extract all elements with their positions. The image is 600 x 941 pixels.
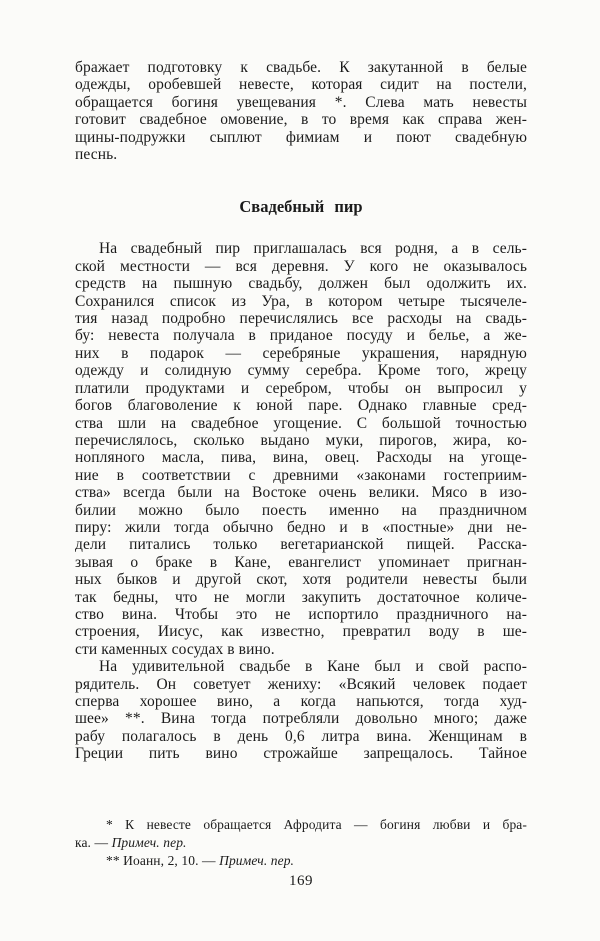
- text-line: ство вина. Чтобы это не испортило праздничного на-: [75, 605, 527, 623]
- text-line: так бедны, что не могли закупить достаточное количе-: [75, 588, 527, 606]
- footnote-2-text: ** Иоанн, 2, 10. —: [106, 853, 220, 869]
- footnote-1-line-1: * К невесте обращается Афродита — богиня любви и бра-: [106, 816, 527, 832]
- footnote-1-line-2: [75, 834, 527, 852]
- text-line: билии можно было поесть именно на праздничном: [75, 501, 527, 519]
- text-line: щины-подружки сыплют фимиам и поют свадебную: [75, 128, 527, 146]
- text-line: сти каменных сосудах в вино.: [75, 640, 275, 658]
- footnotes-block: [75, 816, 527, 871]
- text-line: дели питались только вегетарианской пищей. Расска-: [75, 536, 527, 554]
- text-line: шее» **. Вина тогда потребляли довольно много; даже: [75, 710, 527, 728]
- text-line: ства» всегда были на Востоке очень велики. Мясо в изо-: [75, 484, 527, 502]
- text-line: пиру: жили тогда обычно бедно и в «постные» дни не-: [75, 518, 527, 536]
- text-line: зывая о браке в Кане, евангелист упоминает пригнан-: [75, 553, 527, 571]
- footnote-1-translator-note: Примеч. пер.: [111, 834, 187, 850]
- text-line: богов благоволение к юной паре. Однако главные сред-: [75, 397, 527, 415]
- section-heading: Свадебный пир: [239, 197, 363, 217]
- text-line: На удивительной свадьбе в Кане был и свой распо-: [99, 658, 527, 676]
- text-line: ных быков и другой скот, хотя родители невесты были: [75, 571, 527, 589]
- text-line: песнь.: [75, 146, 118, 164]
- paragraph-wedding-feast: [75, 240, 527, 658]
- text-line: бражает подготовку к свадьбе. К закутанной в белые: [75, 59, 527, 76]
- paragraph-continuation: [75, 59, 527, 163]
- text-line: Сохранился список из Ура, в котором четыре тысячеле-: [75, 292, 527, 310]
- text-line: рабу полагалось в день 0,6 литра вина. Женщинам в: [75, 727, 527, 745]
- text-line: тия назад подробно перечислялись все расходы на свадь-: [75, 310, 527, 328]
- text-line: ства шли на свадебное угощение. С большой точностью: [75, 414, 527, 432]
- text-line: бу: невеста получала в приданое посуду и белье, а же-: [75, 327, 527, 345]
- text-line: ние в соответствии с древними «законами гостеприим-: [75, 466, 527, 484]
- footnote-2-translator-note: Примеч. пер.: [219, 853, 295, 869]
- text-line: сперва хорошее вино, а когда напьются, тогда худ-: [75, 693, 527, 710]
- text-line: платили продуктами и серебром, чтобы он выпросил у: [75, 379, 527, 397]
- text-line: рядитель. Он советует жениху: «Всякий человек подает: [75, 675, 527, 693]
- text-line: готовит свадебное омовение, в то время как справа жен-: [75, 111, 527, 129]
- text-line: перечислялось, сколько выдано муки, пирогов, жира, ко-: [75, 431, 527, 449]
- text-line: На свадебный пир приглашалась вся родня, а в сель-: [99, 240, 527, 258]
- text-line: них в подарок — серебряные украшения, нарядную: [75, 344, 527, 362]
- text-line: обращается богиня увещевания *. Слева мать невесты: [75, 93, 527, 111]
- footnote-1-line-2-text: ка. —: [75, 834, 112, 850]
- text-line: строения, Иисус, как известно, превратил воду в ше-: [75, 623, 527, 641]
- text-line: ской местности — вся деревня. У кого не оказывалось: [75, 257, 527, 275]
- text-line: Греции пить вино строжайше запрещалось. Тайное: [75, 745, 527, 763]
- footnote-2: [75, 852, 527, 870]
- text-line: нопляного масла, пива, вина, овец. Расходы на угоще-: [75, 449, 527, 467]
- text-line: одежду и солидную сумму серебра. Кроме того, жрецу: [75, 362, 527, 380]
- page-number: 169: [289, 873, 313, 890]
- text-line: средств на пышную свадьбу, должен был одолжить их.: [75, 275, 527, 293]
- text-line: одежды, оробевшей невесте, которая сидит на постели,: [75, 76, 527, 94]
- paragraph-cana-steward: [75, 658, 527, 762]
